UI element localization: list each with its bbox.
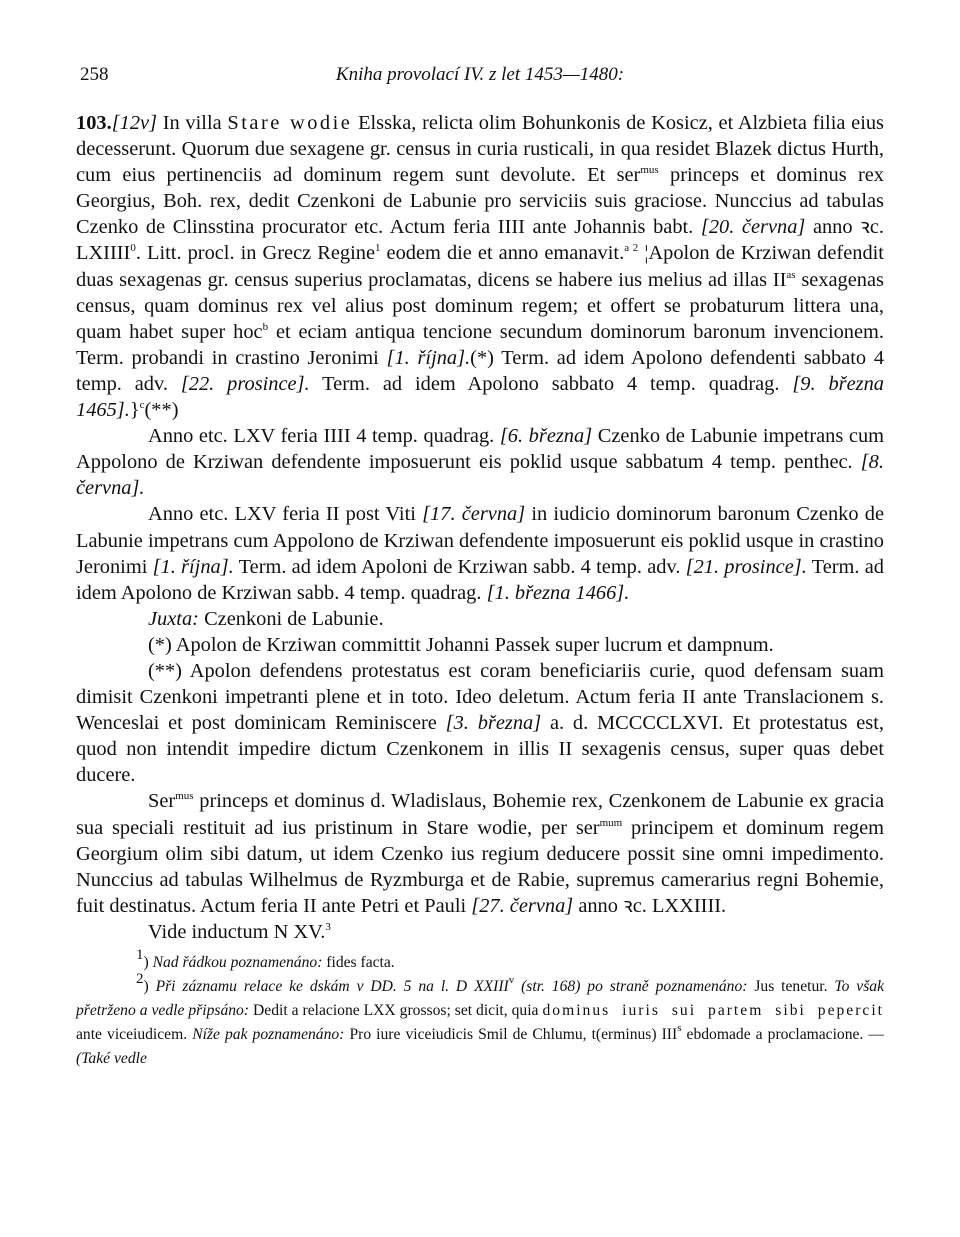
entry-paragraph-poklid-1: Anno etc. LXV feria IIII 4 temp. quadrag. [6. března] Czenko de Labunie impetrans cum Appolono de Krziwan defendente imposuerunt eis poklid usque sabbatum 4 temp. penthec. [8. června]. — [76, 425, 884, 500]
footnote-ref: 1 — [375, 242, 381, 255]
date-annotation: [6. března] — [499, 425, 593, 448]
entry-paragraph-note-1: (*) Apolon de Krziwan committit Johanni Passek super lucrum et dampnum. — [148, 633, 774, 656]
date-annotation: [27. června] — [471, 894, 574, 917]
page-header — [80, 64, 880, 90]
date-annotation: [17. června] — [422, 503, 526, 526]
footnote-number: 2 — [136, 971, 144, 987]
footnote-ref: c — [139, 399, 145, 412]
date-annotation: [21. prosince]. — [685, 555, 807, 578]
date-annotation: [1. března 1466]. — [486, 581, 630, 604]
footnote-ref: b — [262, 320, 269, 333]
date-annotation: [1. října]. — [386, 346, 471, 369]
footnote-2: $^2$) Při záznamu relace ke dskám v DD. 5 na l. D XXIII$^v$ (str. 168) po straně poznamenáno: Jus tenetur. To však přetrženo a vedle připsáno: Dedit a relacione LXX grossos; set dicit, quia dominus iuris sui partem sibi pepercit ante viceiudicem. Níže pak poznamenáno: Pro iure viceiudicis Smil de Chlumu, t(erminus) III$^s$ ebdomade a proclamacione. — (Také vedle — [76, 971, 885, 1067]
footnote-ref: a 2 — [624, 242, 639, 255]
footnote-ref: 3 — [325, 920, 331, 933]
folio-reference: [12v] — [111, 112, 157, 134]
page-number: 258 — [80, 64, 109, 85]
entry-paragraph-juxta: Juxta: Czenkoni de Labunie. — [148, 607, 384, 630]
date-annotation: [20. června] — [700, 216, 806, 239]
date-annotation: [8. června]. — [76, 451, 884, 500]
entry-paragraph-main: 103.[12v] In villa Stare wodie Elsska, relicta olim Bohunkonis de Kosicz, et Alzbieta filia eius decesserunt. Quorum due sexagene gr. census in curia rusticali, in qua residet Blazek dictus Hurth, cum eius pertinenciis ad dominum regem sunt devolute. Et ser$^{mus}$ princeps et dominus rex Georgius, Boh. rex, dedit Czenkoni de Labunie pro serviciis suis graciose. Nunccius ad tabulas Czenko de Clinsstina procurator etc. Actum feria IIII ante Johannis babt. [20. června] anno ꝛc. LXIIII$^0$. Litt. procl. in Grecz Regine$^1$ eodem die et anno emanavit.$^{a 2}$ ¦Apolon de Krziwan defendit duas sexagenas gr. census superius proclamatas, dicens se habere ius melius ad illas $II^{as}$ sexagenas census, quam dominus rex vel alius post dominum regem; et offert se probaturum littera una, quam habet super hoc$^b$ et eciam antiqua tencione secundum dominorum baronum invencionem. Term. probandi in crastino Jeronimi [1. října].(*) Term. ad idem Apolono defendenti sabbato 4 temp. adv. [22. prosince]. Term. ad idem Apolono sabbato 4 temp. quadrag. [9. března 1465].}$^c$(**) — [76, 112, 885, 422]
running-title: Kniha provolací IV. z let 1453—1480: — [335, 64, 625, 85]
entry-paragraph-vide: Vide inductum N XV.$^3$ — [148, 920, 331, 943]
footnotes — [76, 947, 885, 1071]
date-annotation: [9. března 1465]. — [76, 372, 884, 422]
date-annotation: [1. října]. — [152, 555, 234, 578]
entry-paragraph-poklid-2: Anno etc. LXV feria II post Viti [17. června] in iudicio dominorum baronum Czenko de Labunie impetrans cum Appolono de Krziwan defendente imposuerunt eis poklid usque in crastino Jeronimi [1. října]. Term. ad idem Apoloni de Krziwan sabb. 4 temp. adv. [21. prosince]. Term. ad idem Apolono de Krziwan sabb. 4 temp. quadrag. [1. března 1466]. — [76, 503, 884, 604]
footnote-1: $^1$) Nad řádkou poznamenáno: fides facta. — [136, 947, 395, 971]
date-annotation: [3. března] — [445, 712, 542, 735]
date-annotation: [22. prosince]. — [180, 372, 310, 395]
footnote-number: 1 — [136, 947, 144, 963]
entry-paragraph-restitution: Ser$^{mus}$ princeps et dominus d. Wladislaus, Bohemie rex, Czenkonem de Labunie ex gracia sua speciali restituit ad ius pristinum in Stare wodie, per ser$^{mum}$ principem et dominum regem Georgium olim sibi datum, ut idem Czenko ius regium deducere possit sine omni impedimento. Nunccius ad tabulas Wilhelmus de Ryzmburga et de Rabie, supremus camerarius regni Bohemie, fuit destinatus. Actum feria II ante Petri et Pauli [27. června] anno ꝛc. LXXIIII. — [76, 790, 884, 917]
entry-paragraph-note-2: (**) Apolon defendens protestatus est coram beneficiariis curie, quod defensam suam dimisit Czenkoni impetranti plene et in toto. Ideo deletum. Actum feria II ante Translacionem s. Wenceslai et post dominicam Reminiscere [3. března] a. d. MCCCCLXVI. Et protestatus est, quod non intendit impedire dictum Czenkonem in illis II sexagenis census, super quas debet ducere. — [76, 659, 884, 787]
entry-number: 103. — [76, 112, 112, 134]
entry-text — [76, 110, 884, 1071]
place-name: Stare wodie — [227, 112, 353, 134]
